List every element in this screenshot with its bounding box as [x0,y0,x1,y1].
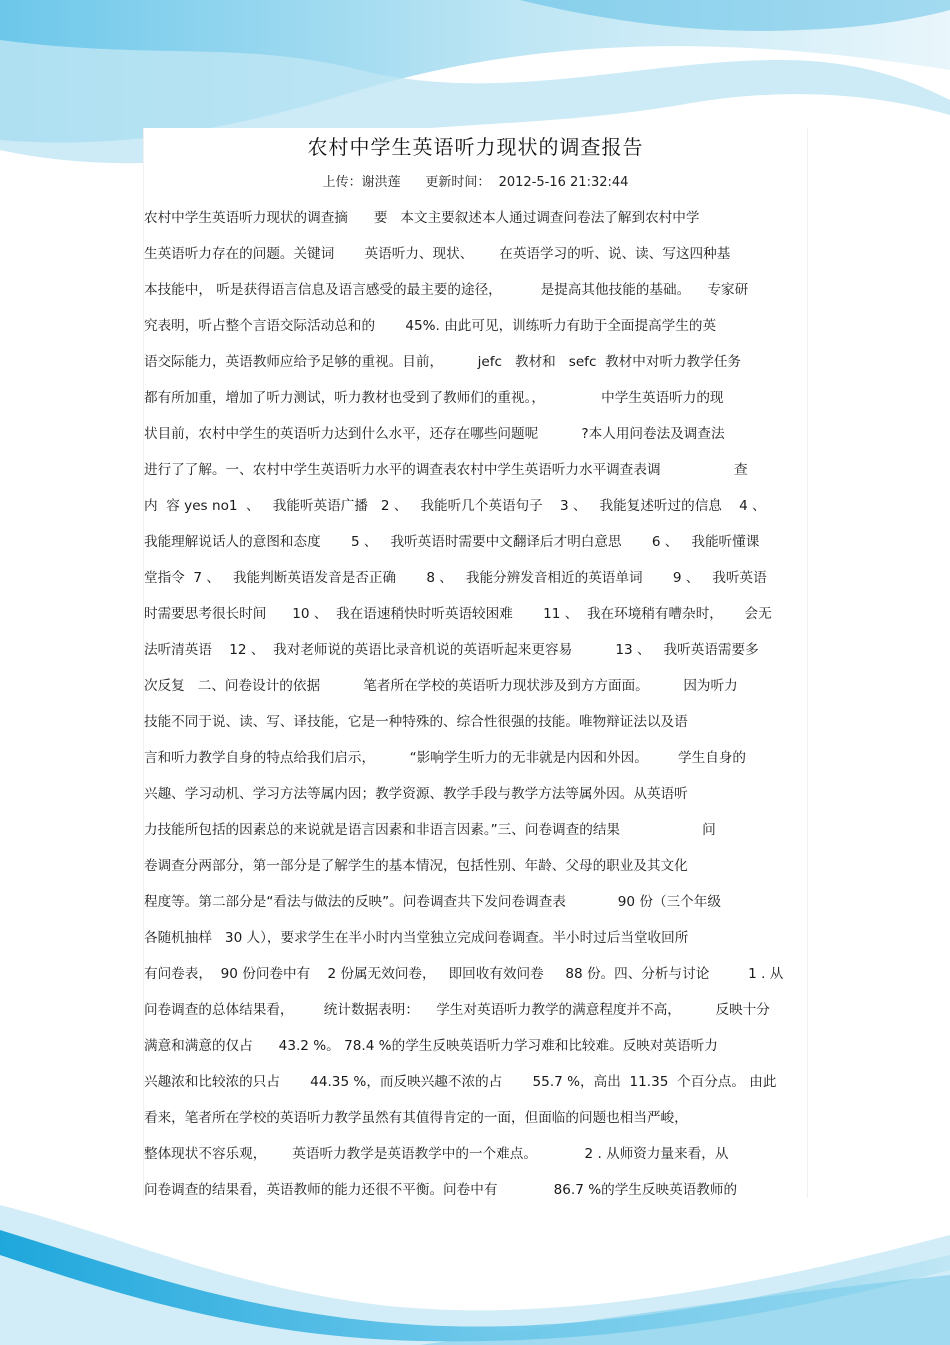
body-line: 满意和满意的仅占 43.2 %。 78.4 %的学生反映英语听力学习难和比较难。反映对英语听力 [144,1038,718,1054]
body-line: 堂指令 7 、 我能判断英语发音是否正确 8 、 我能分辨发音相近的英语单词 9 、 我听英语 [144,570,767,586]
body-line: 看来，笔者所在学校的英语听力教学虽然有其值得肯定的一面，但面临的问题也相当严峻， [144,1110,688,1126]
body-line: 技能不同于说、读、写、译技能，它是一种特殊的、综合性很强的技能。唯物辩证法以及语 [144,714,688,730]
body-line: 生英语听力存在的问题。关键词 英语听力、现状、 在英语学习的听、说、读、写这四种基 [144,246,731,262]
body-line: 兴趣、学习动机、学习方法等属内因；教学资源、教学手段与教学方法等属外因。从英语听 [144,786,688,802]
body-line: 法听清英语 12 、 我对老师说的英语比录音机说的英语听起来更容易 13 、 我听英语需要多 [144,642,759,658]
document-meta: 上传：谢洪莲 更新时间： 2012-5-16 21:32:44 [322,175,629,190]
body-line: 有问卷表， 90 份问卷中有 2 份属无效问卷， 即回收有效问卷 88 份。四、分析与讨论 1 . 从 [144,966,784,982]
body-line: 都有所加重，增加了听力测试，听力教材也受到了教师们的重视。， 中学生英语听力的现 [144,390,724,406]
body-line: 本技能中， 听是获得语言信息及语言感受的最主要的途径， 是提高其他技能的基础。 专家研 [144,282,749,298]
body-line: 内 容 yes no1 、 我能听英语广播 2 、 我能听几个英语句子 3 、 我能复述听过的信息 4 、 [144,498,766,514]
body-line: 力技能所包括的因素总的来说就是语言因素和非语言因素。”三、问卷调查的结果 问 [144,822,716,838]
body-line: 我能理解说话人的意图和态度 5 、 我听英语时需要中文翻译后才明白意思 6 、 我能听懂课 [144,534,760,550]
body-line: 次反复 二、问卷设计的依据 笔者所在学校的英语听力现状涉及到方方面面。 因为听力 [144,678,738,694]
body-line: 状目前，农村中学生的英语听力达到什么水平，还存在哪些问题呢 ?本人用问卷法及调查法 [144,426,725,442]
body-line: 程度等。第二部分是“看法与做法的反映”。问卷调查共下发问卷调查表 90 份（三个年级 [144,894,721,910]
body-line: 整体现状不容乐观， 英语听力教学是英语教学中的一个难点。 2 . 从师资力量来看，从 [144,1146,729,1162]
body-line: 进行了了解。一、农村中学生英语听力水平的调查表农村中学生英语听力水平调查表调 查 [144,462,748,478]
body-line: 语交际能力，英语教师应给予足够的重视。目前， jefc 教材和 sefc 教材中对听力教学任务 [144,354,742,370]
body-line: 问卷调查的结果看，英语教师的能力还很不平衡。问卷中有 86.7 %的学生反映英语教师的 [144,1182,738,1198]
body-line: 卷调查分两部分，第一部分是了解学生的基本情况，包括性别、年龄、父母的职业及其文化 [144,858,688,874]
bottom-wave-decoration [0,1175,950,1345]
body-line: 兴趣浓和比较浓的只占 44.35 %，而反映兴趣不浓的占 55.7 %，高出 11.35 个百分点。 由此 [144,1074,777,1090]
document-title: 农村中学生英语听力现状的调查报告 [307,135,644,159]
body-line: 问卷调查的总体结果看， 统计数据表明： 学生对英语听力教学的满意程度并不高， 反映十分 [144,1002,770,1018]
body-line: 时需要思考很长时间 10 、 我在语速稍快时听英语较困难 11 、 我在环境稍有嘈杂时， 会无 [144,606,772,622]
body-line: 究表明，听占整个言语交际活动总和的 45%. 由此可见，训练听力有助于全面提高学生的英 [144,318,717,334]
document-page [143,128,808,1198]
body-line: 各随机抽样 30 人），要求学生在半小时内当堂独立完成问卷调查。半小时过后当堂收回所 [144,930,689,946]
body-line: 言和听力教学自身的特点给我们启示， “影响学生听力的无非就是内因和外因。 学生自身的 [144,750,747,766]
body-line: 农村中学生英语听力现状的调查摘 要 本文主要叙述本人通过调查问卷法了解到农村中学 [144,210,700,226]
